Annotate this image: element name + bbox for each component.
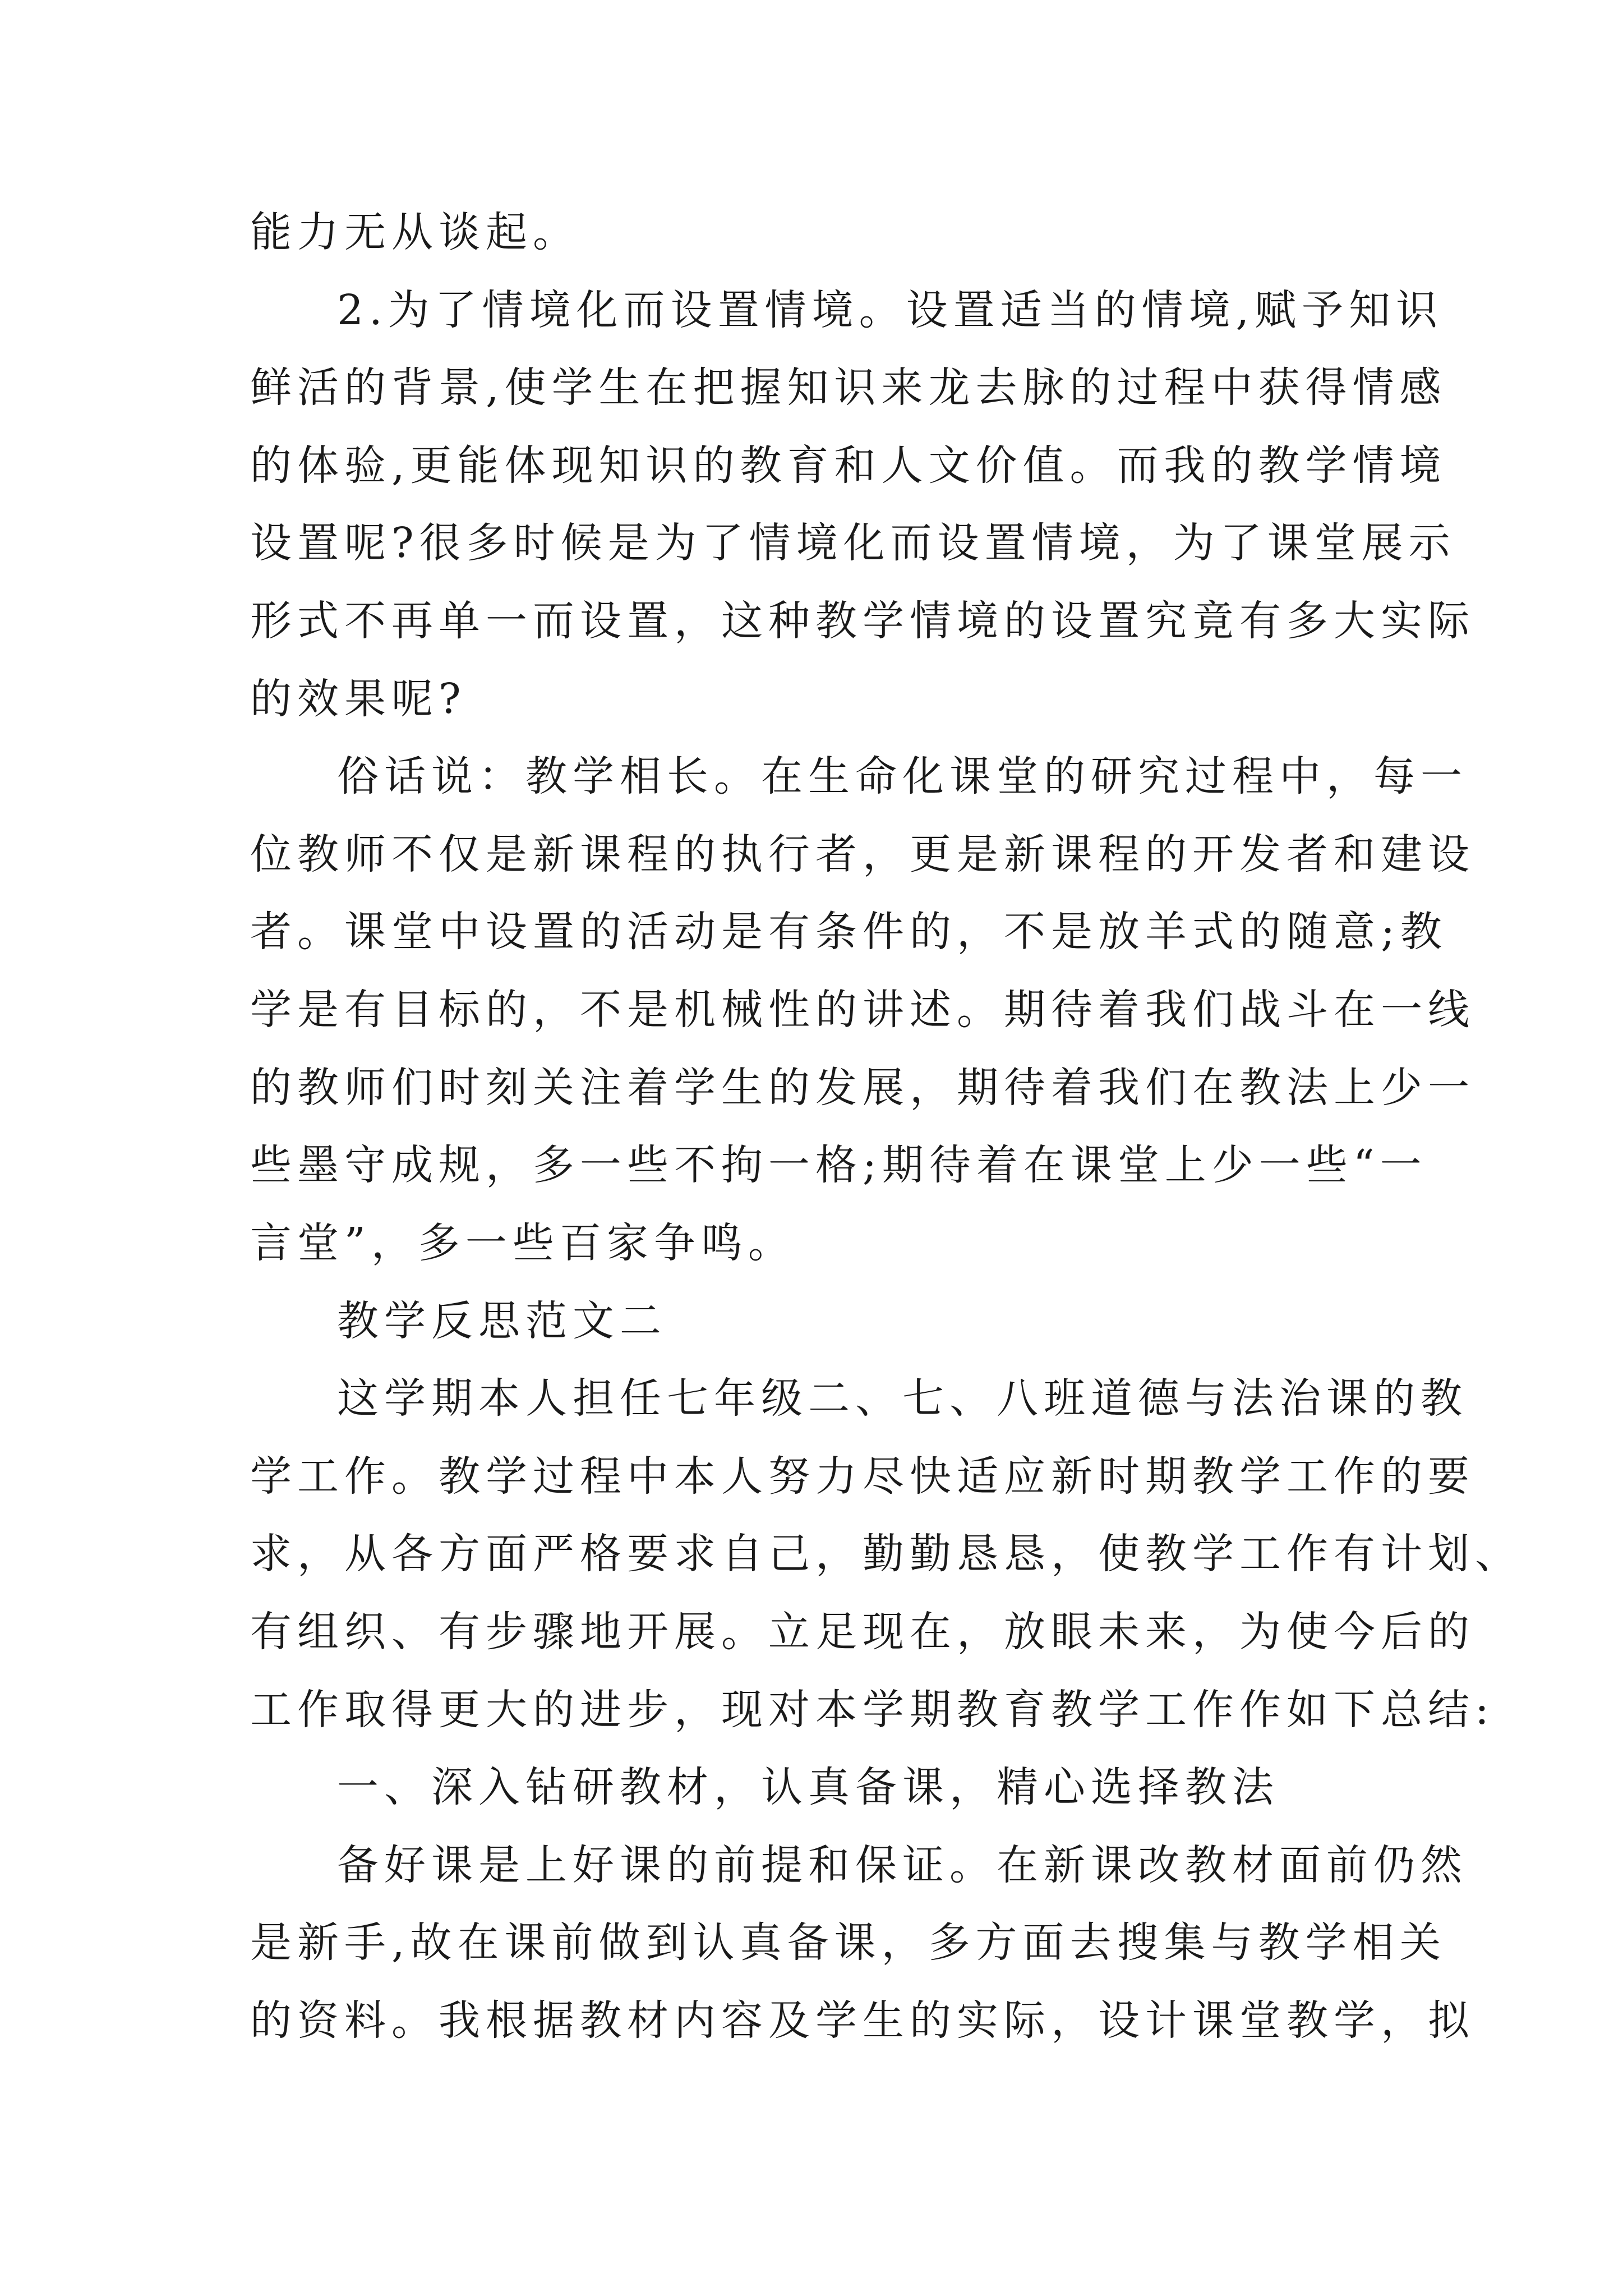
text-line: 俗话说：教学相长。在生命化课堂的研究过程中，每一 <box>337 752 1468 800</box>
subsection-heading: 一、深入钻研教材，认真备课，精心选择教法 <box>337 1763 1279 1811</box>
text-line: 的教师们时刻关注着学生的发展，期待着我们在教法上少一 <box>250 1064 1475 1112</box>
text-line: 鲜活的背景,使学生在把握知识来龙去脉的过程中获得情感 <box>250 364 1447 412</box>
text-line: 学是有目标的，不是机械性的讲述。期待着我们战斗在一线 <box>250 986 1475 1034</box>
text-line: 学工作。教学过程中本人努力尽快适应新时期教学工作的要 <box>250 1452 1475 1501</box>
text-line: 位教师不仅是新课程的执行者，更是新课程的开发者和建设 <box>250 830 1475 878</box>
text-line: 工作取得更大的进步，现对本学期教育教学工作作如下总结: <box>250 1686 1495 1734</box>
text-line: 这学期本人担任七年级二、七、八班道德与法治课的教 <box>337 1374 1468 1423</box>
text-line: 言堂”，多一些百家争鸣。 <box>250 1219 795 1267</box>
text-line: 的效果呢? <box>250 675 467 723</box>
text-line: 2.为了情境化而设置情境。设置适当的情境,赋予知识 <box>337 286 1444 334</box>
section-heading: 教学反思范文二 <box>337 1297 667 1345</box>
text-line: 是新手,故在课前做到认真备课，多方面去搜集与教学相关 <box>250 1918 1447 1967</box>
text-line: 形式不再单一而设置，这种教学情境的设置究竟有多大实际 <box>250 597 1475 645</box>
text-line: 有组织、有步骤地开展。立足现在，放眼未来，为使今后的 <box>250 1608 1475 1656</box>
text-line: 能力无从谈起。 <box>250 208 580 256</box>
text-line: 求，从各方面严格要求自己，勤勤恳恳，使教学工作有计划、 <box>250 1530 1522 1578</box>
text-line: 备好课是上好课的前提和保证。在新课改教材面前仍然 <box>337 1841 1468 1889</box>
text-line: 设置呢?很多时候是为了情境化而设置情境，为了课堂展示 <box>250 519 1456 567</box>
text-line: 的体验,更能体现知识的教育和人文价值。而我的教学情境 <box>250 441 1447 490</box>
text-line: 些墨守成规，多一些不拘一格;期待着在课堂上少一些“一 <box>250 1141 1427 1189</box>
text-line: 的资料。我根据教材内容及学生的实际，设计课堂教学，拟 <box>250 1996 1475 2045</box>
text-line: 者。课堂中设置的活动是有条件的，不是放羊式的随意;教 <box>250 908 1447 956</box>
